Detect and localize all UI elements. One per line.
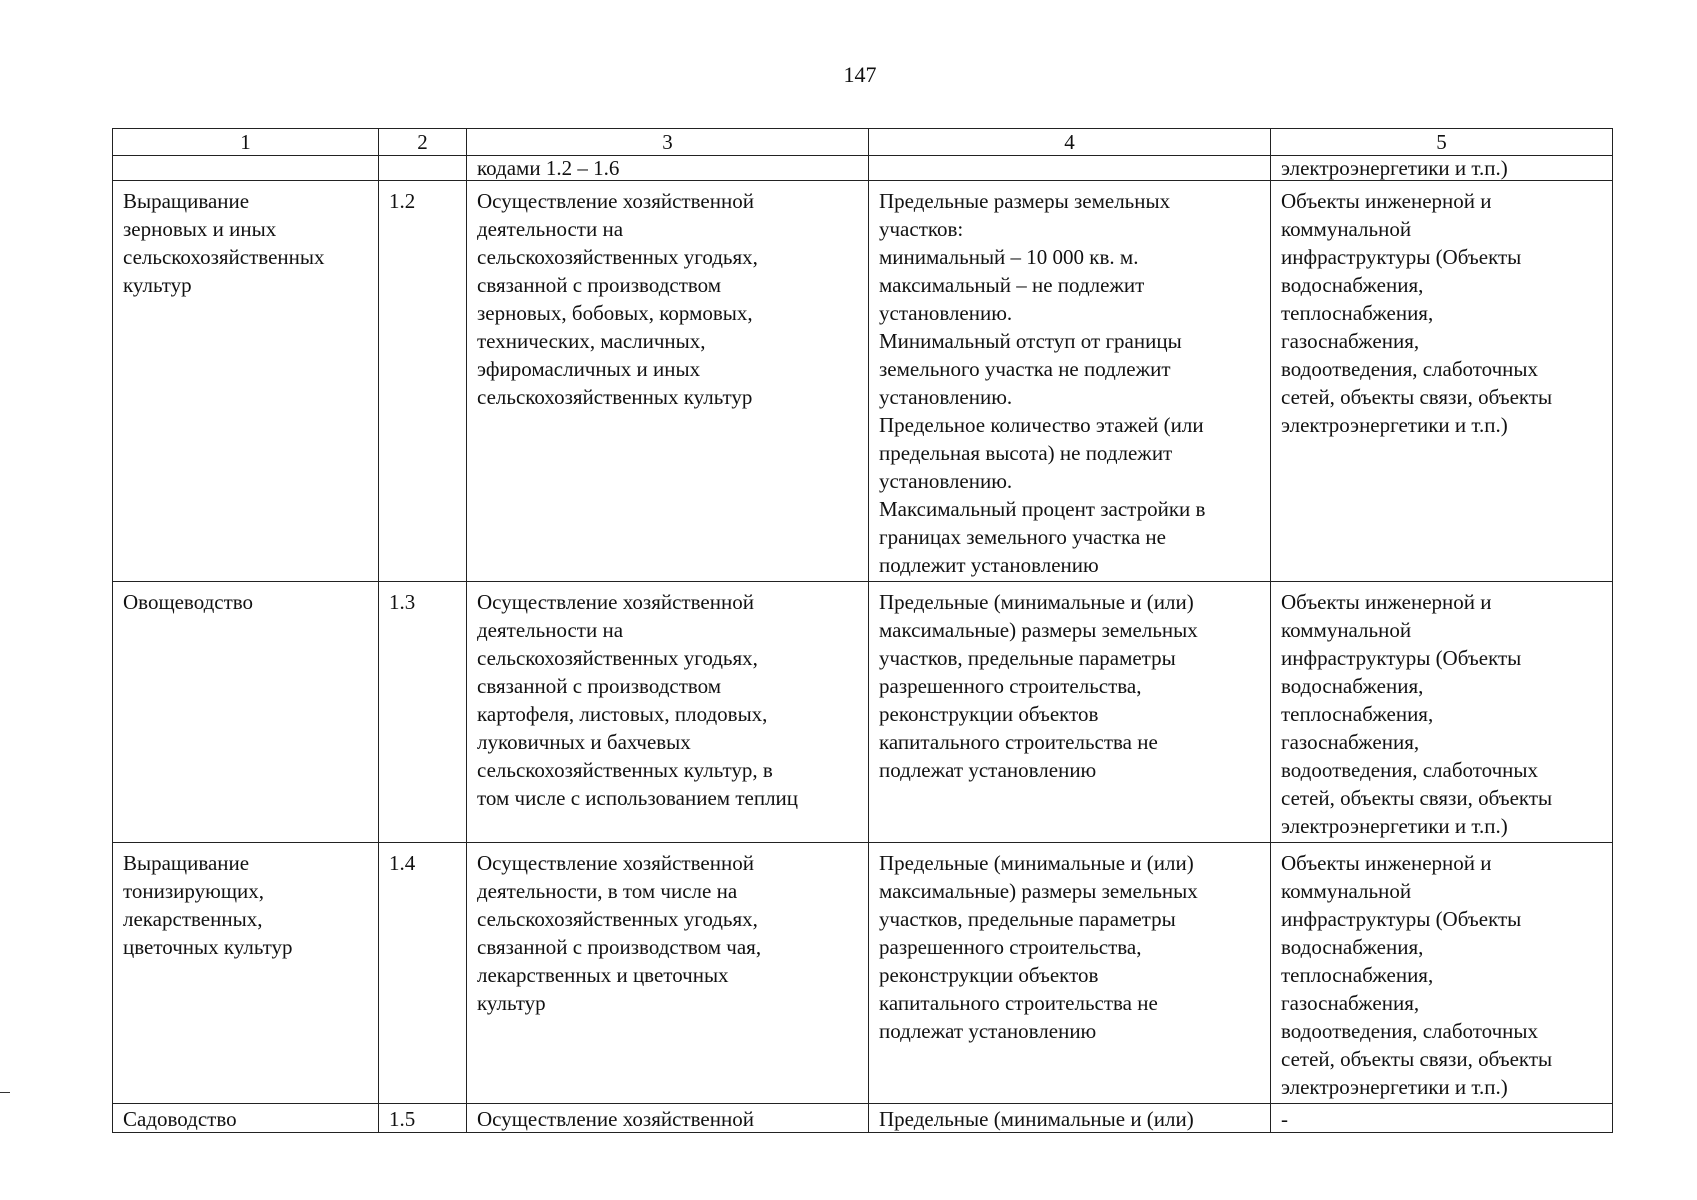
auxiliary-use-cell: - xyxy=(1271,1104,1613,1133)
continuation-cell-2 xyxy=(379,156,467,181)
table-header-row xyxy=(113,129,1613,156)
header-cell-4: 4 xyxy=(869,129,1271,156)
continuation-cell-4 xyxy=(869,156,1271,181)
continuation-row xyxy=(113,156,1613,181)
margin-dash-mark xyxy=(0,1092,10,1093)
use-code-cell: 1.4 xyxy=(379,843,467,1104)
header-cell-2: 2 xyxy=(379,129,467,156)
use-name-cell: Овощеводство xyxy=(113,582,379,843)
use-parameters-cell: Предельные (минимальные и (или) максимальные) размеры земельных участков, предельные параметры разрешенного строительства, реконструкции объектов капитального строительства не подлежат установлению xyxy=(869,582,1271,843)
header-cell-1: 1 xyxy=(113,129,379,156)
header-cell-5: 5 xyxy=(1271,129,1613,156)
auxiliary-use-cell: Объекты инженерной и коммунальной инфраструктуры (Объекты водоснабжения, теплоснабжения, газоснабжения, водоотведения, слаботочных сетей, объекты связи, объекты электроэнергетики и т.п.) xyxy=(1271,843,1613,1104)
table-row xyxy=(113,582,1613,843)
land-use-table xyxy=(112,128,1613,1133)
continuation-cell-1 xyxy=(113,156,379,181)
continuation-cell-3: кодами 1.2 – 1.6 xyxy=(467,156,869,181)
auxiliary-use-cell: Объекты инженерной и коммунальной инфраструктуры (Объекты водоснабжения, теплоснабжения, газоснабжения, водоотведения, слаботочных сетей, объекты связи, объекты электроэнергетики и т.п.) xyxy=(1271,181,1613,582)
use-description-cell: Осуществление хозяйственной xyxy=(467,1104,869,1133)
header-cell-3: 3 xyxy=(467,129,869,156)
table-row xyxy=(113,843,1613,1104)
continuation-cell-5: электроэнергетики и т.п.) xyxy=(1271,156,1613,181)
use-description-cell: Осуществление хозяйственной деятельности на сельскохозяйственных угодьях, связанной с производством картофеля, листовых, плодовых, луковичных и бахчевых сельскохозяйственных культур, в том числе с использованием теплиц xyxy=(467,582,869,843)
use-description-cell: Осуществление хозяйственной деятельности на сельскохозяйственных угодьях, связанной с производством зерновых, бобовых, кормовых, технических, масличных, эфиромасличных и иных сельскохозяйственных культур xyxy=(467,181,869,582)
table-row xyxy=(113,1104,1613,1133)
use-parameters-cell: Предельные (минимальные и (или) xyxy=(869,1104,1271,1133)
auxiliary-use-cell: Объекты инженерной и коммунальной инфраструктуры (Объекты водоснабжения, теплоснабжения, газоснабжения, водоотведения, слаботочных сетей, объекты связи, объекты электроэнергетики и т.п.) xyxy=(1271,582,1613,843)
use-name-cell: Садоводство xyxy=(113,1104,379,1133)
use-code-cell: 1.5 xyxy=(379,1104,467,1133)
use-name-cell: Выращивание зерновых и иных сельскохозяйственных культур xyxy=(113,181,379,582)
use-code-cell: 1.2 xyxy=(379,181,467,582)
page-number: 147 xyxy=(843,62,877,87)
use-description-cell: Осуществление хозяйственной деятельности, в том числе на сельскохозяйственных угодьях, связанной с производством чая, лекарственных и цветочных культур xyxy=(467,843,869,1104)
use-name-cell: Выращивание тонизирующих, лекарственных, цветочных культур xyxy=(113,843,379,1104)
use-code-cell: 1.3 xyxy=(379,582,467,843)
use-parameters-cell: Предельные размеры земельных участков: минимальный – 10 000 кв. м. максимальный – не подлежит установлению. Минимальный отступ от границы земельного участка не подлежит установлению. Предельное количество этажей (или предельная высота) не подлежит установлению. Максимальный процент застройки в границах земельного участка не подлежит установлению xyxy=(869,181,1271,582)
table-row xyxy=(113,181,1613,582)
use-parameters-cell: Предельные (минимальные и (или) максимальные) размеры земельных участков, предельные параметры разрешенного строительства, реконструкции объектов капитального строительства не подлежат установлению xyxy=(869,843,1271,1104)
